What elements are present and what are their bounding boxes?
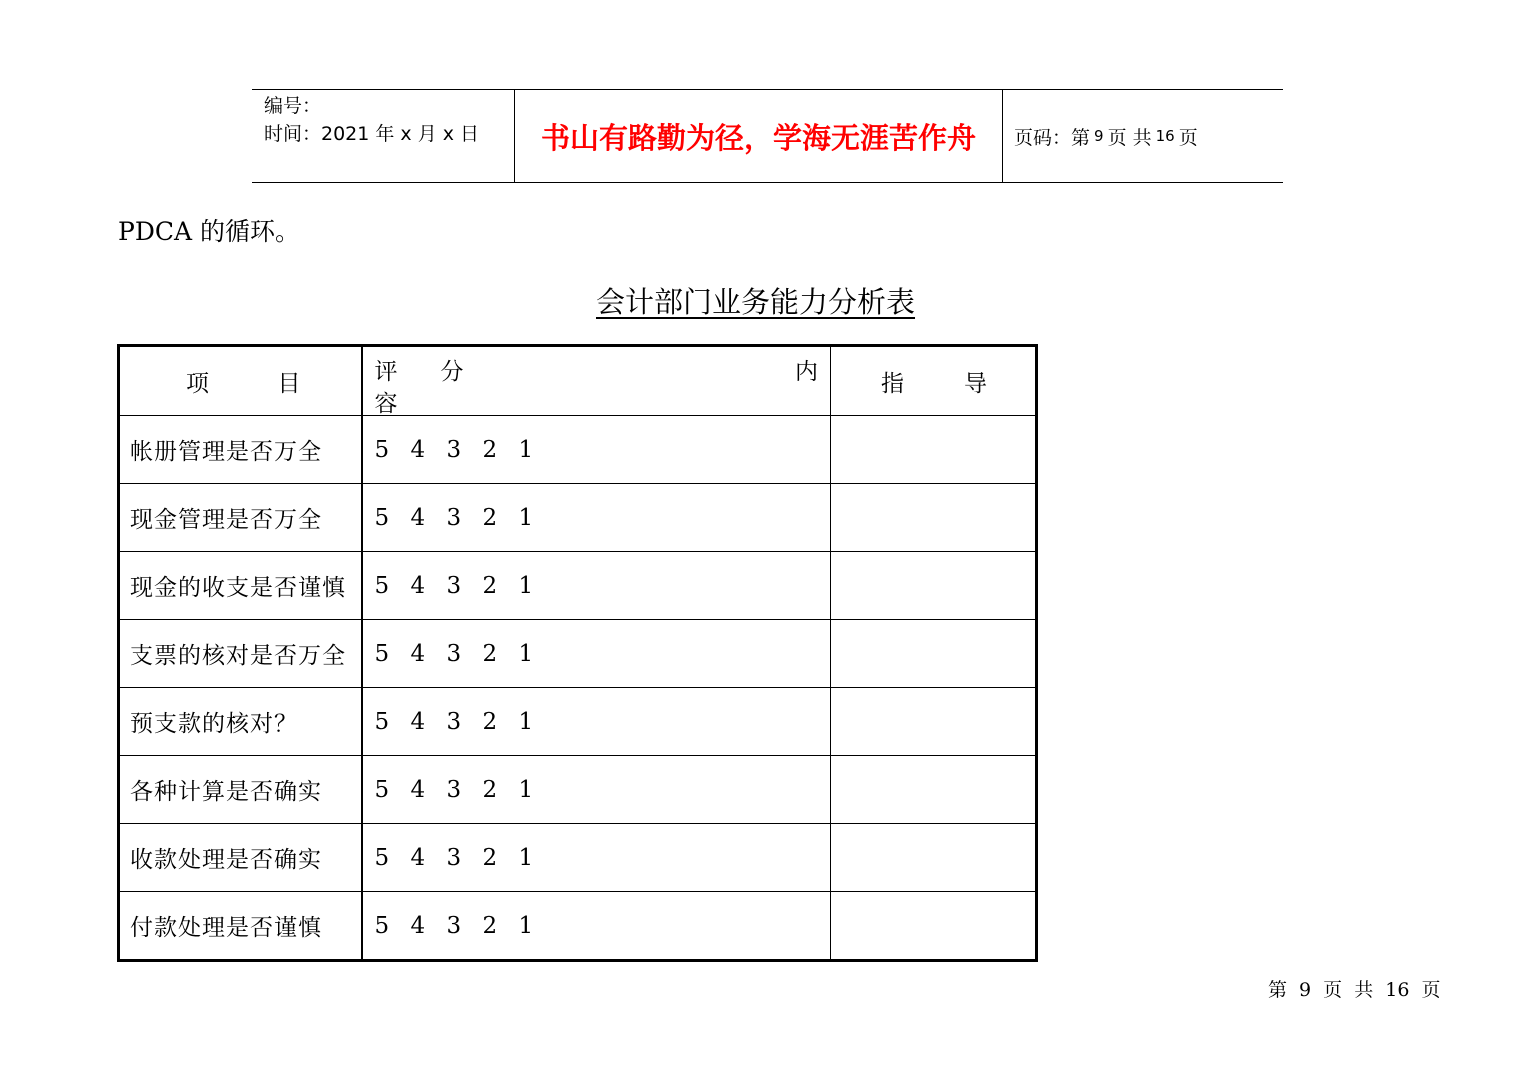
table-title: 会计部门业务能力分析表 bbox=[596, 285, 916, 319]
score-option: 1 bbox=[518, 436, 534, 463]
page-prefix: 页码：第 bbox=[1014, 126, 1091, 149]
header-item bbox=[119, 346, 362, 416]
score-option: 3 bbox=[446, 504, 462, 531]
score-option: 5 bbox=[374, 436, 390, 463]
intro-text: PDCA 的循环。 bbox=[118, 217, 300, 246]
score-option: 1 bbox=[518, 640, 534, 667]
score-option: 2 bbox=[482, 572, 498, 599]
score-option: 2 bbox=[482, 844, 498, 871]
score-option: 5 bbox=[374, 572, 390, 599]
score-cell bbox=[362, 552, 831, 620]
score-cell bbox=[362, 688, 831, 756]
header-score-a: 评 bbox=[374, 359, 398, 385]
table-row bbox=[119, 892, 1037, 961]
score-option: 3 bbox=[446, 708, 462, 735]
score-option: 1 bbox=[518, 912, 534, 939]
score-option: 3 bbox=[446, 844, 462, 871]
score-option: 2 bbox=[482, 776, 498, 803]
score-option: 5 bbox=[374, 912, 390, 939]
item-cell: 帐册管理是否万全 bbox=[119, 416, 362, 484]
page-total: 16 bbox=[1155, 127, 1175, 145]
score-option: 4 bbox=[410, 640, 426, 667]
score-cell bbox=[362, 620, 831, 688]
score-option: 4 bbox=[410, 504, 426, 531]
header-page-number bbox=[1014, 89, 1198, 183]
score-option: 1 bbox=[518, 708, 534, 735]
header-item-a: 项 bbox=[186, 370, 209, 397]
score-option: 3 bbox=[446, 436, 462, 463]
guide-cell bbox=[831, 892, 1037, 961]
score-option: 3 bbox=[446, 776, 462, 803]
score-option: 5 bbox=[374, 776, 390, 803]
guide-cell bbox=[831, 484, 1037, 552]
score-option: 4 bbox=[410, 912, 426, 939]
number-label: 编号： bbox=[264, 95, 322, 117]
score-option: 2 bbox=[482, 436, 498, 463]
header-guide bbox=[831, 346, 1037, 416]
table-header-row bbox=[119, 346, 1037, 416]
header-motto: 书山有路勤为径，学海无涯苦作舟 bbox=[540, 120, 976, 155]
score-option: 2 bbox=[482, 912, 498, 939]
item-cell: 付款处理是否谨慎 bbox=[119, 892, 362, 961]
table-row bbox=[119, 416, 1037, 484]
header-score-c: 内 bbox=[795, 359, 818, 385]
score-cell bbox=[362, 892, 831, 961]
item-cell: 收款处理是否确实 bbox=[119, 824, 362, 892]
item-cell: 现金的收支是否谨慎 bbox=[119, 552, 362, 620]
header-score-b: 分 bbox=[440, 359, 464, 385]
table-row bbox=[119, 552, 1037, 620]
score-option: 4 bbox=[410, 572, 426, 599]
score-option: 2 bbox=[482, 640, 498, 667]
guide-cell bbox=[831, 756, 1037, 824]
table-row bbox=[119, 824, 1037, 892]
header-item-b: 目 bbox=[277, 370, 301, 397]
item-cell: 预支款的核对？ bbox=[119, 688, 362, 756]
score-option: 2 bbox=[482, 504, 498, 531]
table-row bbox=[119, 484, 1037, 552]
score-option: 1 bbox=[518, 572, 534, 599]
score-option: 3 bbox=[446, 572, 462, 599]
score-option: 4 bbox=[410, 708, 426, 735]
score-option: 1 bbox=[518, 504, 534, 531]
header-guide-a: 指 bbox=[881, 370, 904, 397]
analysis-table bbox=[117, 344, 1038, 962]
page-mid: 页 共 bbox=[1107, 126, 1152, 149]
header-score-d: 容 bbox=[374, 391, 398, 417]
item-cell: 各种计算是否确实 bbox=[119, 756, 362, 824]
table-row bbox=[119, 688, 1037, 756]
score-cell bbox=[362, 824, 831, 892]
score-option: 1 bbox=[518, 844, 534, 871]
guide-cell bbox=[831, 552, 1037, 620]
score-option: 5 bbox=[374, 504, 390, 531]
item-cell: 现金管理是否万全 bbox=[119, 484, 362, 552]
table-row bbox=[119, 620, 1037, 688]
score-option: 1 bbox=[518, 776, 534, 803]
score-option: 4 bbox=[410, 844, 426, 871]
table-body bbox=[119, 416, 1037, 961]
score-cell bbox=[362, 416, 831, 484]
item-cell: 支票的核对是否万全 bbox=[119, 620, 362, 688]
guide-cell bbox=[831, 688, 1037, 756]
score-option: 4 bbox=[410, 436, 426, 463]
date-label: 时间：2021 年 x 月 x 日 bbox=[264, 123, 480, 145]
footer-page-number: 第 9 页 共 16 页 bbox=[1268, 979, 1441, 1001]
header-meta bbox=[264, 92, 479, 148]
score-cell bbox=[362, 484, 831, 552]
table-row bbox=[119, 756, 1037, 824]
guide-cell bbox=[831, 620, 1037, 688]
score-option: 4 bbox=[410, 776, 426, 803]
header-score bbox=[362, 346, 831, 416]
score-option: 5 bbox=[374, 708, 390, 735]
header-guide-b: 导 bbox=[964, 370, 987, 397]
page-current: 9 bbox=[1094, 127, 1104, 145]
guide-cell bbox=[831, 824, 1037, 892]
header-divider bbox=[1002, 89, 1003, 183]
page-suffix: 页 bbox=[1178, 126, 1198, 149]
score-cell bbox=[362, 756, 831, 824]
score-option: 3 bbox=[446, 912, 462, 939]
score-option: 5 bbox=[374, 844, 390, 871]
score-option: 2 bbox=[482, 708, 498, 735]
guide-cell bbox=[831, 416, 1037, 484]
score-option: 5 bbox=[374, 640, 390, 667]
score-option: 3 bbox=[446, 640, 462, 667]
